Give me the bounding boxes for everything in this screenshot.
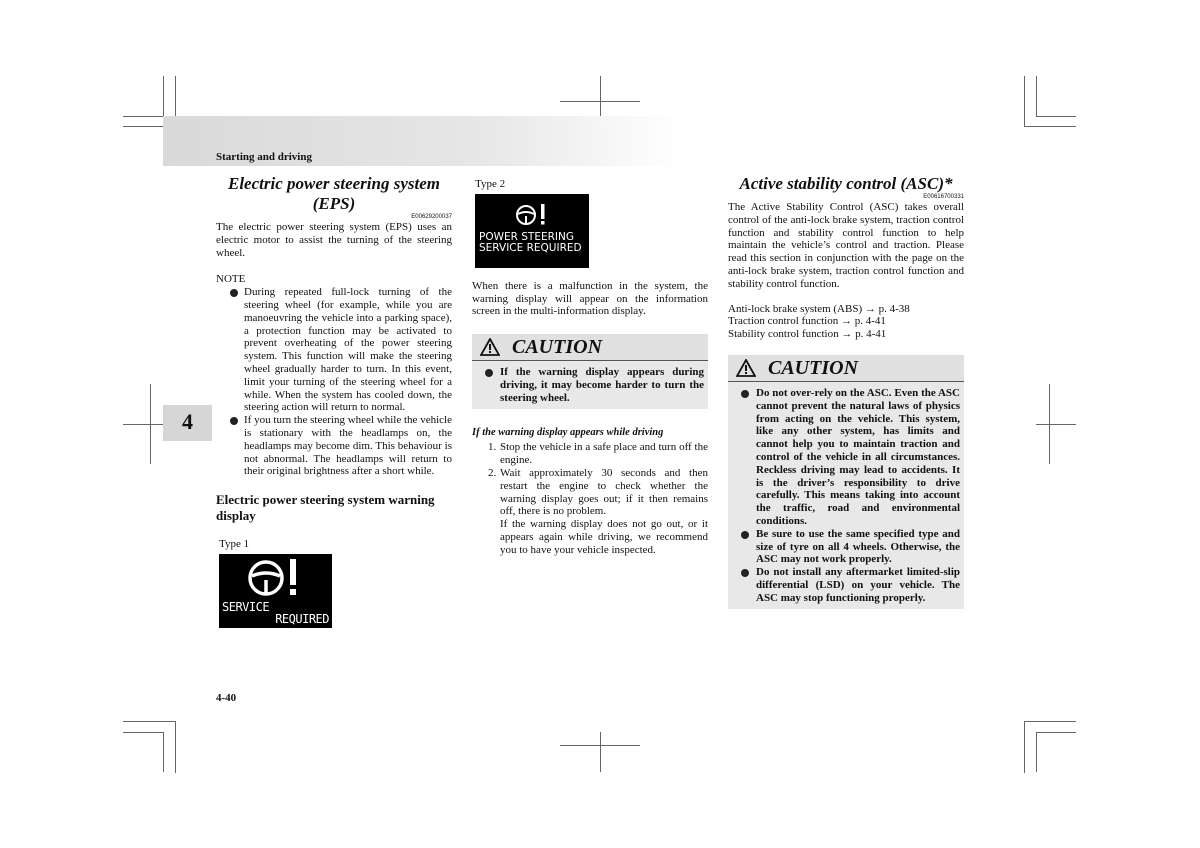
warning-triangle-icon <box>736 359 756 377</box>
crop-mark <box>1024 721 1025 773</box>
asc-title: Active stability control (ASC)* <box>739 174 953 193</box>
step-item <box>472 467 708 518</box>
crop-mark <box>1036 76 1037 116</box>
step-number: 1. <box>488 441 497 454</box>
crop-mark <box>600 76 601 116</box>
crop-mark <box>123 721 175 722</box>
note-label: NOTE <box>216 273 246 286</box>
type2-line1: POWER STEERING <box>479 230 574 243</box>
asc-intro: The Active Stability Control (ASC) takes overall control of the anti-lock brake system, traction control function and stability control function to help maintain the vehicle’s control and traction. Please read this section in conjunction with the page on the anti-lock brake system, traction control function and stability control function. <box>728 201 964 290</box>
eps-intro: The electric power steering system (EPS) uses an electric motor to assist the turning of the steering wheel. <box>216 221 452 259</box>
reference-list <box>728 303 964 341</box>
crop-mark <box>163 76 164 116</box>
step-text: Stop the vehicle in a safe place and turn off the engine. <box>500 441 708 467</box>
note-item: If you turn the steering wheel while the vehicle is stationary with the headlamps on, the headlamps may become dim. This behaviour is not abnormal. The headlamps will return to their original brightness after a short while. <box>216 414 452 478</box>
section-label: Starting and driving <box>216 151 312 163</box>
chapter-number: 4 <box>182 409 193 434</box>
caution-body <box>728 382 964 609</box>
reference-stability: Stability control function → p. 4-41 <box>728 328 887 341</box>
crop-mark <box>1024 76 1025 126</box>
steering-wheel-warning-icon <box>515 202 551 228</box>
caution-body <box>472 361 708 408</box>
type1-display <box>219 554 332 628</box>
column-3 <box>728 174 964 609</box>
caution-item: If the warning display appears during driving, it may become harder to turn the steering wheel. <box>472 366 704 404</box>
crop-mark <box>1036 732 1037 772</box>
asc-caution-box <box>728 355 964 609</box>
eps-caution-box <box>472 334 708 408</box>
type2-text <box>479 232 587 254</box>
caution-title: CAUTION <box>768 356 859 379</box>
type1-label: Type 1 <box>219 538 250 551</box>
crop-mark <box>1024 721 1076 722</box>
caution-list <box>728 387 960 605</box>
crop-mark <box>163 732 164 772</box>
caution-item: Do not install any aftermarket limited-slip differential (LSD) on your vehicle. The ASC may stop functioning properly. <box>728 566 960 604</box>
page-number: 4-40 <box>216 692 237 704</box>
crop-mark <box>1024 126 1076 127</box>
note-list <box>216 286 452 478</box>
note-item: During repeated full-lock turning of the steering wheel (for example, while you are manoeuvring the vehicle into a parking space), a protection function may be activated to prevent overheating of the power steering system. This function will make the steering wheel gradually harder to turn. In this event, limit your turning of the steering wheel for a while. When the system has cooled down, the steering action will return to normal. <box>216 286 452 414</box>
type2-display <box>475 194 589 268</box>
caution-item: Be sure to use the same specified type and size of tyre on all 4 wheels. Otherwise, the ASC may not work properly. <box>728 528 960 566</box>
type1-line2: REQUIRED <box>275 611 329 626</box>
reference-traction: Traction control function → p. 4-41 <box>728 315 886 328</box>
step-followup: If the warning display does not go out, or it appears again while driving, we recommend you to have your vehicle inspected. <box>500 518 708 556</box>
while-driving-heading: If the warning display appears while driving <box>472 426 664 438</box>
crop-mark <box>1049 384 1050 464</box>
caution-item: Do not over-rely on the ASC. Even the ASC cannot prevent the natural laws of physics from acting on the vehicle. This system, like any other system, has limits and cannot help you to maintain traction and control of the vehicle in all circumstances. Reckless driving may lead to accidents. It is the driver’s responsibility to drive carefully. This means taking into account the traffic, road and environmental conditions. <box>728 387 960 528</box>
step-text: Wait approximately 30 seconds and then restart the engine to check whether the warning display goes out; if it then remains off, there is no problem. <box>500 466 708 518</box>
malfunction-text: When there is a malfunction in the system, the warning display will appear on the information screen in the multi-information display. <box>472 279 708 318</box>
step-item <box>472 441 708 467</box>
type2-line2: SERVICE REQUIRED <box>479 241 582 254</box>
caution-header <box>728 355 964 382</box>
crop-mark <box>123 424 163 425</box>
caution-header <box>472 334 708 361</box>
column-2 <box>472 178 708 557</box>
crop-mark <box>1036 116 1076 117</box>
type2-label: Type 2 <box>475 178 506 190</box>
crop-mark <box>600 732 601 772</box>
type1-line1: SERVICE <box>222 599 270 614</box>
step-number: 2. <box>488 466 497 479</box>
crop-mark <box>123 732 163 733</box>
eps-title: Electric power steering system (EPS) <box>227 174 440 213</box>
eps-code: E00629200037 <box>411 214 452 220</box>
caution-title: CAUTION <box>512 336 603 359</box>
steps-list <box>472 441 708 556</box>
crop-mark <box>150 384 151 464</box>
reference-abs: Anti-lock brake system (ABS) → p. 4-38 <box>728 302 910 315</box>
warning-display-heading: Electric power steering system warning display <box>216 492 435 524</box>
asc-code: E00616700331 <box>923 194 964 200</box>
crop-mark <box>1036 424 1076 425</box>
warning-triangle-icon <box>480 338 500 356</box>
crop-mark <box>175 721 176 773</box>
crop-mark <box>123 116 163 117</box>
steering-wheel-warning-icon <box>246 557 306 601</box>
column-1 <box>216 174 452 628</box>
crop-mark <box>1036 732 1076 733</box>
caution-list <box>472 366 704 404</box>
